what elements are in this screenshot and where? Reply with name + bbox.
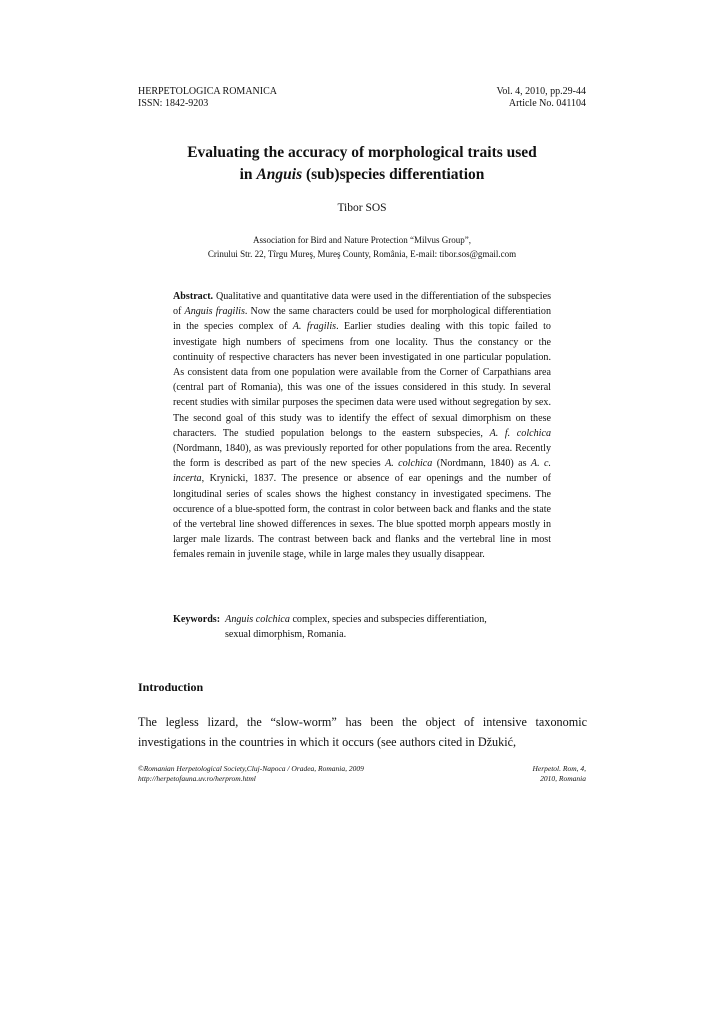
title-suffix: (sub)species differentiation [302,166,485,183]
title-genus: Anguis [256,166,303,183]
abstract-text: . Earlier studies dealing with this topic failed to investigate high numbers of specimens from one locality. Thus the constancy or the continuity of respective characters has never been investigated in one particular population. As consistent data from one population were available from the Corner of Carpathians area (central part of Romania), this was one of the issues considered in this study. In several recent studies with similar purposes the specimen data were used without segregation by sex. The second goal of this study was to identify the effect of sexual dimorphism on these characters. The studied population belongs to the eastern subspecies, [173,321,551,439]
abstract-label: Abstract. [173,291,214,302]
keywords-rest: complex, species and subspecies differentiation, [289,614,487,625]
abstract-text: (Nordmann, 1840), as was previously reported for other populations from the area. Recently the form is described as part of the new species [173,443,551,470]
article-number: Article No. 041104 [508,98,586,109]
volume-info: Vol. 4, 2010, pp.29-44 [496,86,586,97]
abstract [173,289,551,563]
title-prefix: in [239,166,257,183]
citation-year: 2010, Romania [540,774,586,783]
journal-name: HERPETOLOGICA ROMANICA [138,86,277,97]
affiliation-line-1: Association for Bird and Nature Protection “Milvus Group”, [253,235,471,245]
abstract-text: (Nordmann, 1840) as [432,458,531,470]
abstract-italic: A. f. colchica [489,427,551,439]
copyright: ©Romanian Herpetological Society,Cluj-Napoca / Oradea, Romania, 2009 [138,764,364,773]
affiliation [100,233,624,261]
affiliation-line-2: Crinului Str. 22, Tîrgu Mureş, Mureş County, România, E-mail: tibor.sos@gmail.com [207,249,517,259]
abstract-italic: A. colchica [385,458,433,470]
keywords-italic: Anguis colchica [225,614,290,625]
abstract-italic: A. c. incerta [173,458,552,485]
running-header-left [138,86,277,110]
paper-title [100,142,624,186]
introduction-paragraph: The legless lizard, the “slow-worm” has been the object of intensive taxonomic investigations in the countries in which it occurs (see authors cited in Džukić, [138,715,587,749]
author-name: Tibor SOS [337,202,387,214]
journal-url: http://herpetofauna.uv.ro/herprom.html [138,774,256,783]
abstract-text: Qualitative and quantitative data were used in the differentiation of the subspecies of [173,291,551,318]
section-heading-introduction: Introduction [138,680,204,694]
title-line-1: Evaluating the accuracy of morphological traits used [187,144,537,161]
issn: ISSN: 1842-9203 [138,98,209,109]
abstract-italic: A. fragilis [292,321,337,333]
keywords-label: Keywords: [173,614,221,625]
citation-volume: Herpetol. Rom, 4, [532,764,586,773]
keywords-line-1 [173,614,487,625]
abstract-italic: Anguis fragilis [184,306,245,318]
keywords [173,612,553,642]
abstract-text: . Now the same characters could be used for morphological differentiation in the species complex of [173,306,551,333]
footer-right [436,764,586,784]
title-line-2 [100,164,624,186]
abstract-text: , Krynicki, 1837. The presence or absence of ear openings and the number of longitudinal series of scales shows the highest constancy in investigated specimens. The occurence of a blue-spotted form, the contrast in color between back and flanks and the state of the vertebral line showed differences in sexes. The blue spotted morph appears mostly in larger male lizards. The contrast between back and flanks and the vertebral line in most females remain in juvenile stage, while in large males they usually disappear. [173,473,551,561]
running-header-right [386,86,586,110]
keywords-line-2: sexual dimorphism, Romania. [225,629,347,641]
footer-left [138,764,364,784]
